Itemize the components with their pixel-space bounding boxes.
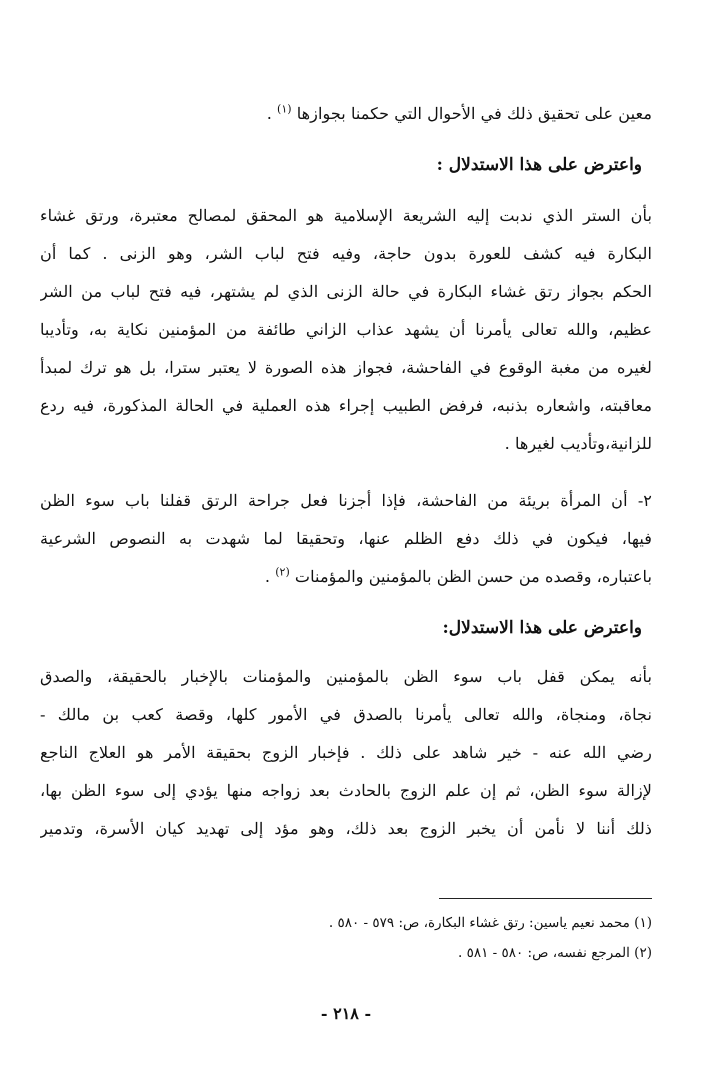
text-line: رضي الله عنه - خير شاهد على ذلك . فإخبار الزوج بحقيقة الأمر هو العلاج الناجع — [40, 743, 652, 762]
text-line: البكارة فيه كشف للعورة بدون حاجة، وفيه فتح لباب الشر، وهو الزنى . كما أن — [40, 244, 652, 263]
text-line: بأنه يمكن قفل باب سوء الظن بالمؤمنين والمؤمنات بالإخبار بالحقيقة، والصدق — [40, 667, 652, 686]
text-tail: . — [264, 567, 276, 586]
text-line: عظيم، والله تعالى يأمرنا أن يشهد عذاب الزاني طائفة من المؤمنين نكاية به، وتأديبا — [40, 320, 652, 339]
footnote-ref-1: (١) — [277, 102, 292, 116]
text-line: لإزالة سوء الظن، ثم إن علم الزوج بالحادث بعد زواجه منها يؤدي إلى سوء الظن بها، — [40, 781, 652, 800]
footnote-1: (١) محمد نعيم ياسين: رتق غشاء البكارة، ص: ٥٧٩ - ٥٨٠ . — [328, 915, 652, 931]
text-line-content: باعتباره، وقصده من حسن الظن بالمؤمنين والمؤمنات — [294, 567, 652, 586]
page-number: - ٢١٨ - — [320, 1004, 372, 1023]
text-line: بأن الستر الذي ندبت إليه الشريعة الإسلامية هو المحقق لمصالح معتبرة، ورتق غشاء — [40, 206, 652, 225]
text-line — [40, 101, 652, 127]
text-line — [40, 564, 652, 590]
section-heading: واعترض على هذا الاستدلال : — [436, 155, 642, 175]
text-tail: . — [266, 104, 278, 123]
footnote-ref-2: (٢) — [275, 565, 290, 579]
footnote-2: (٢) المرجع نفسه، ص: ٥٨٠ - ٥٨١ . — [457, 945, 652, 961]
text-line: ذلك أننا لا نأمن أن يخبر الزوج بعد ذلك، وهو مؤد إلى تهديد كيان الأسرة، وتدمير — [40, 819, 652, 838]
text-line: معاقبته، واشعاره بذنبه، فرفض الطبيب إجراء هذه العملية في الحالة المذكورة، فيه ردع — [40, 396, 652, 415]
text-line: لغيره من مغبة الوقوع في الفاحشة، فجواز هذه الصورة لا يعتبر سترا، بل هو ترك لمبدأ — [40, 358, 652, 377]
text-line: فيها، فيكون في ذلك دفع الظلم عنها، وتحقيقا لما شهدت به النصوص الشرعية — [40, 529, 652, 548]
footnote-divider — [439, 898, 652, 899]
text-line-content: معين على تحقيق ذلك في الأحوال التي حكمنا بجوازها — [296, 104, 652, 123]
text-line: الحكم بجواز رتق غشاء البكارة في حالة الزنى الذي لم يشتهر، فيه فتح لباب من الشر — [40, 282, 652, 301]
text-line: للزانية،وتأديب لغيرها . — [504, 434, 652, 453]
page-body — [40, 86, 652, 1046]
section-heading: واعترض على هذا الاستدلال: — [442, 618, 642, 638]
text-line: ٢- أن المرأة بريئة من الفاحشة، فإذا أجزنا فعل جراحة الرتق قفلنا باب سوء الظن — [40, 491, 652, 510]
text-line: نجاة، ومنجاة، والله تعالى يأمرنا بالصدق في الأمور كلها، وقصة كعب بن مالك - — [40, 705, 652, 724]
